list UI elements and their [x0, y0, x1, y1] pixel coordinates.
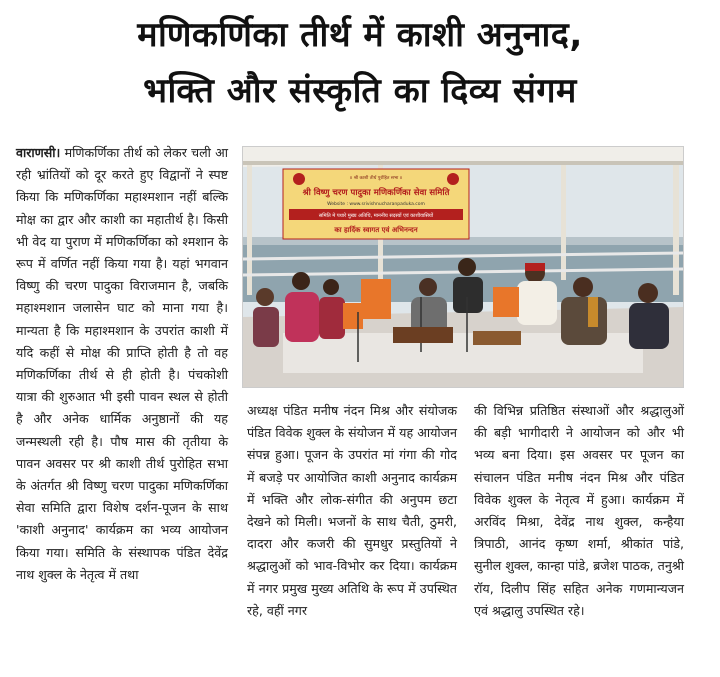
banner-line-1: समिति मे पधारे मुख्य अतिथि, माननीय सदस्यों एवं काशीवासियों	[318, 213, 434, 219]
banner-website: Website : www.srivishnucharanpaduka.com	[327, 202, 425, 207]
headline-line-1: मणिकर्णिका तीर्थ में काशी अनुनाद,	[137, 15, 583, 55]
dateline: वाराणसी।	[16, 145, 61, 160]
article-column-1	[16, 142, 228, 662]
event-photo	[242, 146, 684, 388]
banner-title: श्री विष्णु चरण पादुका मणिकर्णिका सेवा समिति	[302, 188, 450, 198]
article-column-1-text: मणिकर्णिका तीर्थ को लेकर चली आ रही भ्रांतियों को दूर करते हुए विद्वानों ने स्पष्ट किया कि मणिकर्णिका महाश्मशान नहीं बल्कि मोक्ष का द्वार और काशी का महातीर्थ है। किसी भी वेद या पुराण में मणिकर्णिका को श्मशान के रूप में वर्णित नहीं किया गया है। यहां भगवान विष्णु की चरण पादुका विराजमान है, जबकि महाश्मशान जलासेन घाट को माना गया है। मान्यता है कि महाश्मशान के उपरांत काशी में यदि कहीं से मोक्ष की प्राप्ति होती है तो वह मणिकर्णिका तीर्थ से ही होती है। पंचकोशी यात्रा की शुरुआत भी इसी पावन स्थल से होती है और अनेक धार्मिक अनुष्ठानों की यह जन्मस्थली रही है। पौष मास की तृतीया के पावन अवसर पर श्री काशी तीर्थ पुरोहित सभा के अंतर्गत श्री विष्णु चरण पादुका मणिकर्णिका सेवा समिति द्वारा विशेष दर्शन-पूजन के साथ 'काशी अनुनाद' कार्यक्रम का भव्य आयोजन किया गया। समिति के संस्थापक पंडित देवेंद्र नाथ शुक्ल के नेतृत्व में तथा	[16, 145, 228, 582]
banner-line-2: का हार्दिक स्वागत एवं अभिनन्दन	[334, 226, 418, 234]
banner-small-text: ॥ श्री काशी तीर्थ पुरोहित सभा ॥	[349, 176, 403, 181]
event-photo-illustration	[243, 147, 683, 387]
article-column-2: अध्यक्ष पंडित मनीष नंदन मिश्र और संयोजक पंडित विवेक शुक्ल के संयोजन में यह आयोजन संपन्न हुआ। पूजन के उपरांत मां गंगा की गोद में बजड़े पर आयोजित काशी अनुनाद कार्यक्रम में भक्ति और लोक-संगीत की अनुपम छटा देखने को मिली। भजनों के साथ चैती, ठुमरी, दादरा और कजरी की सुमधुर प्रस्तुतियों ने श्रद्धालुओं को भाव-विभोर कर दिया। कार्यक्रम में नगर प्रमुख मुख्य अतिथि के रूप में उपस्थित रहे, वहीं नगर	[247, 403, 457, 618]
article-column-3: की विभिन्न प्रतिष्ठित संस्थाओं और श्रद्धालुओं की बड़ी भागीदारी ने आयोजन को और भी भव्य बना दिया। इस अवसर पर पूजन का संचालन पंडित मनीष नंदन मिश्र और पंडित विवेक शुक्ल के नेतृत्व में हुआ। कार्यक्रम में अरविंद मिश्रा, देवेंद्र नाथ शुक्ल, कन्हैया त्रिपाठी, आनंद कृष्ण शर्मा, श्रीकांत पांडे, सुनील शुक्ल, कान्हा पांडे, ब्रजेश पाठक, तनुश्री रॉय, दिलीप सिंह सहित अनेक गणमान्यजन एवं श्रद्धालु उपस्थित रहे।	[474, 403, 684, 618]
headline-line-2: भक्ति और संस्कृति का दिव्य संगम	[143, 71, 577, 111]
